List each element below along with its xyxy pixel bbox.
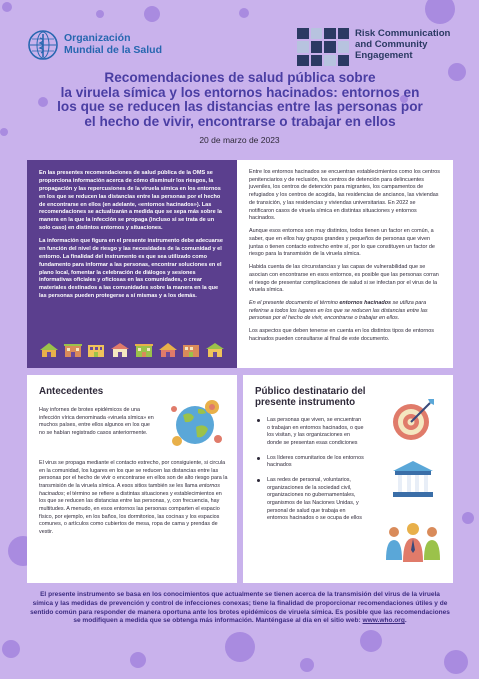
target-arrow-icon — [390, 397, 436, 443]
who-name-line1: Organización — [64, 32, 131, 45]
bg-dot — [2, 2, 12, 12]
house-icon-row — [39, 342, 225, 358]
background-title: Antecedentes — [39, 386, 104, 397]
globe-virus-icon — [168, 395, 226, 453]
audience-list — [257, 417, 365, 530]
intro-paragraph: En las presentes recomendaciones de salud pública de la OMS se proporciona información acerca de cómo disminuir los riesgos, la propagación y las repercusiones de la viruela símica en los entornos en los que se reducen las distancias entre las personas por el hecho de encontrarse en ellos (en adelante, «entornos hacinados»). Las recomendaciones se actualizarán a medida que se sepa más sobre la manera en la que la infección se propaga (incluso si se trata de un solo caso) en distintos entornos y situaciones. — [39, 170, 222, 232]
footer-note: El presente instrumento se basa en los conocimientos que actualmente se tienen acerca de la transmisión del virus de la viruela símica y las medidas de prevención y control de infecciones conexas; tiene la finalidad de proporcionar recomendaciones útiles y de sentido común para responder de manera oportuna ante los brotes epidémicos de viruela símica. Es posible que las recomendaciones se modifiquen a medida que se obtenga más información. Manténgase al día en el sitio web: www.who.org. — [30, 591, 450, 625]
bg-dot — [225, 632, 255, 662]
publication-date: 20 de marzo de 2023 — [199, 135, 280, 145]
rcce-name-line1: Risk Communication — [355, 28, 451, 39]
title-line: Recomendaciones de salud pública sobre — [104, 70, 376, 85]
settings-paragraph: Aunque esos entornos son muy distintos, todos tienen un factor en común, a saber, que en ellos hay grupos grandes y pequeños de personas que viven juntas o tienen contacto estrecho entre sí, por lo que constituyen un factor de riesgo para la transmisión de la viruela símica. — [249, 228, 435, 258]
who-website-link[interactable]: www.who.org — [362, 617, 405, 625]
settings-paragraph: Habida cuenta de las circunstancias y las capas de vulnerabilidad que se asocian con encontrarse en esos entornos, es posible que las personas corran el riesgo de presentar complicaciones de salud si se infectan por el virus de la viruela símica. — [249, 264, 439, 294]
rcce-name-line2: and Community — [355, 39, 428, 51]
bg-dot — [130, 652, 146, 668]
settings-paragraph: Entre los entornos hacinados se encuentran establecimientos como los centros penitenciarios y de reclusión, los centros de detención para delincuentes juveniles, los centros de detención para migrantes, los campamentos de refugiados y los centros de acogida, las residencias de ancianos, las viviendas de transición, y las residencias y viviendas universitarias. En 2022 se notificaron casos de viruela símica en distintas situaciones y entornos hacinados. — [249, 169, 441, 222]
intro-panel — [27, 160, 237, 368]
house-icon — [39, 342, 59, 358]
settings-paragraph: Los aspectos que deben tenerse en cuenta en los distintos tipos de entornos hacinados pueden consultarse al final de este documento. — [249, 328, 435, 342]
list-item: Los líderes comunitarios de los entornos hacinados — [257, 455, 365, 470]
house-icon — [158, 342, 178, 358]
audience-section — [243, 375, 453, 583]
house-icon — [86, 342, 106, 358]
bg-dot — [444, 650, 468, 674]
settings-description-panel — [237, 160, 453, 368]
audience-title: Público destinatario del presente instrumento — [255, 386, 366, 408]
list-item: Las redes de personal, voluntarios, organizaciones de la sociedad civil, organizaciones no gubernamentales, organismos de las Naciones Unidas, y personal de salud que trabaja en entornos hacinados o se ocupa de ellos — [257, 477, 365, 523]
bg-dot — [448, 63, 466, 81]
rcce-name-line3: Engagement — [355, 50, 413, 62]
background-paragraph: Hay infornes de brotes epidémicos de una infección vírica denominada «viruela símica» en muchos países, entre ellos algunos en los que no se habían registrado casos anteriormente. — [39, 407, 154, 437]
title-line: la viruela símica y los entornos hacinados: entornos en — [60, 84, 420, 100]
bg-dot — [144, 6, 160, 22]
background-paragraph: El virus se propaga mediante el contacto estrecho, por consiguiente, si circula en la comunidad, los lugares en los que se reducen las distancias entre las personas por el hecho de vivir o encontrarse en ellos son de alto riesgo para la transmisión de la viruela símica. A esos sitios también se les llama entornos hacinados; el término se refiere a distintas situaciones y establecimientos en los que se reducen las distancias entre las personas, y, con frecuencia, hay multitudes. A menudo, en esos entornos las personas comparten el espacio físico, por ejemplo, en los baños, los dormitorios, las cocinas y los espacios comunes, o artículos como cubiertos de mesa, ropa de cama y prendas de vestir. — [39, 460, 228, 536]
title-line: el hecho de vivir, encontrarse o trabajar en ellos — [84, 114, 396, 130]
bg-dot — [360, 630, 382, 652]
building-icon — [391, 459, 435, 499]
bg-dot — [2, 640, 20, 658]
house-icon — [63, 342, 83, 358]
bg-dot — [462, 512, 474, 524]
list-item: Las personas que viven, se encuentran o trabajan en entornos hacinados, o que los visitan, y las organizaciones en donde se presentan esas condiciones — [257, 417, 365, 448]
rcce-grid-icon — [297, 28, 349, 66]
house-icon — [134, 342, 154, 358]
bg-dot — [300, 658, 314, 672]
house-icon — [205, 342, 225, 358]
title-line: los que se reducen las distancias entre las personas por — [57, 99, 423, 115]
definition-paragraph: En el presente documento el término entornos hacinados se utiliza para referirse a todos los lugares en los que se reducen las distancias entre las personas por el hecho de vivir, encontrarse o trabajar en ellos. — [249, 300, 428, 322]
house-icon — [110, 342, 130, 358]
bg-dot — [239, 8, 249, 18]
page-title — [30, 71, 450, 130]
bg-dot — [425, 0, 455, 24]
people-group-icon — [382, 520, 444, 564]
who-emblem-icon — [27, 29, 59, 61]
rcce-logo — [297, 28, 450, 66]
intro-paragraph: La información que figura en el presente instrumento debe adecuarse en función del nivel de riesgo y las necesidades de la comunidad y el entorno. La finalidad del instrumento es que sea utilizado como fundamento para informar a las personas, encontrar soluciones en el plano local, fomentar la celebración de diálogos y sesiones informativas oficiales y oficiosas en las comunidades, o crear materiales destinados a las comunidades sobre la manera en la que las personas pueden protegerse a sí mismas y a los demás. — [39, 238, 224, 300]
bg-dot — [96, 10, 104, 18]
who-logo — [27, 29, 162, 61]
house-icon — [181, 342, 201, 358]
background-section — [27, 375, 237, 583]
who-name-line2: Mundial de la Salud — [64, 44, 163, 56]
